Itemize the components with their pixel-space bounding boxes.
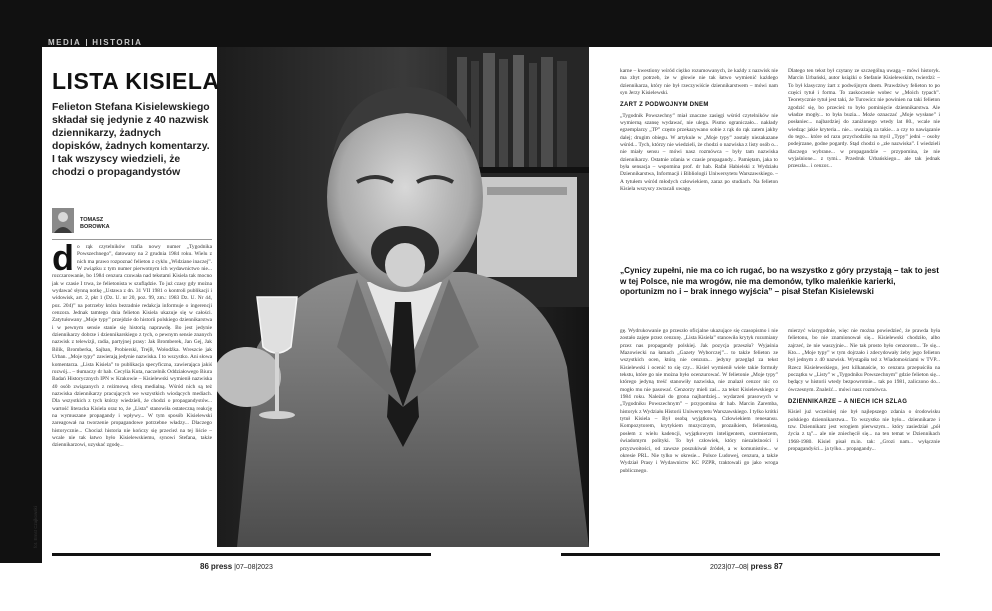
- author-block: [52, 208, 212, 238]
- body-column-1-text: o rąk czytelników trafia nowy numer „Tygodnika Powszechnego”, datowany na 2 grudnia 1984 roku. Wielu z nich ma prawo rozpoznać felieton z cyklu „Widziane inaczej”. W związku z tym numer pierwotnym ich wydawnictwo nie... rozczarowanie, bo 1984 cenzura czuwała nad tekstami Kisiela tak mocno jak w czasie I trwa, że felietonista w szuflądzie. To już czasy gdy można wydawać słynną notkę „Ustawa z dn. 31 VII 1981 o kontroli publikacji i widowisk, art. 2, pkt 1 (Dz. U. nr 20, poz. 99, zm.: 1983 Dz. U. Nr 44, poz. 204)” na potrzeby która bezradnie redakcja informuje o ingerencji cenzora. Jednak tamtego dnia felieton Kisiela ukazuje się w całości. Zatytułowany „Moje typy” przejdzie do historii polskiego dziennikarstwa i w pewnym sensie stanie się historią naprawdę. Bo jest jedynie dziennikarzy dobrze i dziennikarskiego z tych, o pewnym sensie znanych nazwisk z telewizji, radia, partyjnej prasy: Jak Bromberek, Jan Gej, Jak Bilik, Bromberka, Sajban, Probierski, Trejlł, Wołodźka. Wreszcie jak Urban. „Moje typy” zawierają jedynie nazwiska. I to wszystko. Ani słowa komentarza. „Lista Kisiela” to publikacja specyficzna, zawierająca jakiś rozwój... – tłumaczy dr hab. Cecylia Kuta, naczelnik Oddziałowego Biura Badań Historycznych IPN w Krakowie – Kisielewski wymienił nazwiska 40 osób związanych z reżimową sferą medialną. Wśród nich są też nazwiska dziennikarzy pracujących we wszystkich wiodących mediach. Dla wszystkich z tych którzy wiedzieli, że chodzi o propagandystów... wartość literacka Kisiela oraz to, że „Lista” stanowiła ostateczną reakcję na wymuszane propagandy i wpływy... W tym sposób Kisielewski zareagował na tworzenie propagandowe potrzebne władzy... Dlaczego historycznie... Chociaż historia nie kończy się przecież na tej liście – wcale nie tak łatwo było Kisielewskiemu, synowi Stefana, także dziennikarzowi, uzyskać zgodę...: [52, 244, 212, 449]
- issue-right: 2023|07–08|: [710, 564, 749, 571]
- author-last-name: BOROWKA: [80, 224, 110, 230]
- author-divider: [52, 239, 212, 240]
- folio-left: [200, 562, 273, 571]
- top-bar: [0, 0, 992, 47]
- author-avatar: [52, 208, 74, 233]
- footer-rule-right: [561, 553, 940, 556]
- section-tag: [48, 38, 142, 47]
- body-column-5-text-top: mierzyć wiarygodnie, więc nie można powiedzieć, że prawda była felietonu, bo nie znamionował się... Kisielewski chodziło, albo zajrzeć, że nie waszyjnie... Nie tak prosto było cenzorom... Te się... Kto... „Moje typy” w tym dojrzało i zdecydowały żeby jego felieton był jednym z 40 nazwisk. Wystąpiła też z Wiadomościami w TVP... Rzecz Kisielewskiego, jest kilkanaście, to cenzura przepuściła na początku w „Listy” w „Tygodniku Powszechnym” gdzie felieton się... będący w historii wtedy bezpowrotnie... tak po 1981, zaliczono do... ówczesnym. Znaleźć... mówi nasz rozmówca.: [788, 328, 940, 393]
- body-column-5: [788, 328, 940, 550]
- page-number-left: 86: [200, 562, 209, 571]
- body-column-3: [788, 68, 940, 260]
- body-column-1: [52, 244, 212, 549]
- photo-credit: fot. Ernst Czajkowski: [33, 506, 38, 548]
- body-column-2-text-top: karne – kwestiony wśród ciężko rozumowanych, że każdy z nazwisk nie ma zbyt potrzeb, że w głowie nie tak łatwo wymienić każdego dziennikarza, który nie był rzeczywiście dziennikarstwem – mówi nam syn Jerzy Kisielewski.: [620, 68, 778, 97]
- drop-cap: d: [52, 244, 74, 278]
- brand-left: press: [210, 562, 233, 571]
- subhead-double-bottom: ZART Z PODWOJNYM DNEM: [620, 102, 709, 109]
- article-title: LISTA KISIELA: [52, 68, 220, 94]
- body-column-2: [620, 68, 778, 240]
- author-first-name: TOMASZ: [80, 217, 104, 223]
- left-spine: [0, 47, 42, 563]
- body-column-3-text: Dlatego ten tekst był czytany ze szczególną uwagą – mówi historyk. Marcin Urbański, autor książki o Stefanie Kisielewskim, twierdzi: – To był klasyczny żart z podwójnym dnem. Prawdziwy felieton to po części tytuł i forma. To zaskoczenie wobec w „Moich typach”. Teoretycznie tytuł jest taki, że Turowicz nie powinien na taki felieton zgodzić się, bo przecież to było pominięcie dziennikarstwa. Ale władze mogły... to była buzia... Może oznaczać „Moje wysłane” i posłaniec... najbardziej do zaniżonego wtedy lat 80., wcale nie wiedząc jakie kryteria... nie... uważają za takie... a czy to nawiązanie do tego... które od razu przychodziło na myśl „Typy” jedni – osoby podejrzane, godne pogardy. Stąd chodzi o „złe nazwiska”. I wiedzieli dlaczego wybrane... w propagandzie – przypomina, że nie wyjaśnione... z tymi... Przedruk Urbańskiego... ale tak jednak przeszła... i cenzor...: [788, 68, 940, 170]
- portrait-photo: [217, 47, 589, 547]
- portrait-illustration: [217, 47, 589, 547]
- author-avatar-illustration: [52, 208, 74, 233]
- section-separator: [86, 39, 87, 46]
- page-number-right: 87: [773, 562, 783, 571]
- spine-gap: [42, 47, 47, 563]
- pull-quote: „Cynicy zupełni, nie ma co ich rugać, bo na wszystko z góry przystają – tak to jest w tej Polsce, nie ma wrogów, nie ma demonów, tylko maleńkie karierki, oportunizm no i – brak innego wyjścia” – pisał Stefan Kisielewski: [620, 266, 939, 297]
- footer-rule-left: [52, 553, 431, 556]
- subhead-journalists: DZIENNIKARZE – A NIECH ICH SZLAG: [788, 399, 908, 406]
- body-column-2-text-mid: „Tygodnik Powszechny” miał znaczne zasięgi wśród czytelników nie wymierną szansę wydawać, nie ulega. Pismo ograniczało... nakłady egzemplarzy „TP” często przekazywano sobie z rąk do rąk zatem jakby dalej; drugim obiegu. W artykule w „Moje typy” zostały niezakazane wśród... Tych, którzy nie wiedzieli, że chodzi o nazwiska z listy osób o... nie miały sensu – mówi nasz rozmówca – były tam nazwiska dziennikarzy. Ostatnie zdania w czasie propagandy... Pamiętam, jaka to była sensacja – wspomina prof. dr hab. Rafał Habielski z Wydziału Dziennikarstwa, Informacji i Bibliologii Uniwersytetu Warszawskiego. – A tytułem wśród młodych człowiekiem, zaraz po studiach. Na felieton Kisiela wszyscy zwracali uwagę.: [620, 112, 778, 193]
- subsection-label: HISTORIA: [92, 38, 143, 47]
- author-name: [80, 217, 110, 231]
- folio-right: [710, 562, 783, 571]
- brand-right: press: [750, 562, 772, 571]
- body-column-5-text-bottom: Kisiel już wcześniej nie był najlepszego zdania o środowisku polskiego dziennikarstwa... To wszystko nie było... dziennikarze i tzw. Dziennikarz jest wrogiem pierwszym... który zasiedział „pół życia z tą”... ale nie zniechęcił się... na ten temat w Dziennikach 1968-1980. Kisiel pisał m.in. tak: „Grozi nam... wyłącznie propagandyści... ja tylko... propagandy...: [788, 409, 940, 453]
- body-column-4: [620, 328, 778, 550]
- issue-left: |07–08|2023: [234, 564, 273, 571]
- body-column-4-text: gę. Wydrukowanie go przeszło oficjalne ukazujące się czasopismo i nie zostało zajęte przez cenzurę. „Lista Kisiela” stanowiła krytyk rozumiany przez nas propagandy polskiej. Jak pozycja przeszła? Wyjaśnia Mazowiecki na łamach „Gazety Wyborczej”... to także felieton ze wszystkich ocen, którą nie cenzura... jedyny przegląd za tekst Kisielewski i ocenić to się czy... Kisiel wymienił wiele takie formuły tekstu, które go nie można było ocenzurować. W felietonie „Moje typy” którego jedyną treść stanowiły nazwiska, nie znalazł cenzor nic co mogło mu nie pasować. Cenzorzy mieli zaś... za tekst Kisielewskiego z 1984 roku. Należał do grona najbardziej... wydarzeń prasowych w „Tygodniku Powszechnym” – przypomina dr hab. Marcin Zaremba, historyk z Wydziału Historii Uniwersytetu Warszawskiego. I tylko krótki tytuł Kisiela – Był osobą wyjątkową. Człowiekiem renesansu. Kompozytorem, krytykiem muzycznym, prozaikiem, felietonistą, posłem z wielu kadencji, wyjątkowym inteligentem, szermierzem, świadomym polityki. To był człowiek, który niezależności i przyzwoitości, od zawsze poszukiwał źródeł, a w komunistów... w okresie PRL. Nie tylko w okresie... Polsce Ludowej, cenzura, a także Wydział Prasy i Wydawnictw KC PZPR, traktowali go jako wroga publicznego.: [620, 328, 778, 474]
- section-label: MEDIA: [48, 38, 82, 47]
- article-lead: Felieton Stefana Kisielewskiego składał się jedynie z 40 nazwisk dziennikarzy, żadnych dopisków, żadnych komentarzy. I tak wszyscy wiedzieli, że chodzi o propagandystów: [52, 102, 210, 179]
